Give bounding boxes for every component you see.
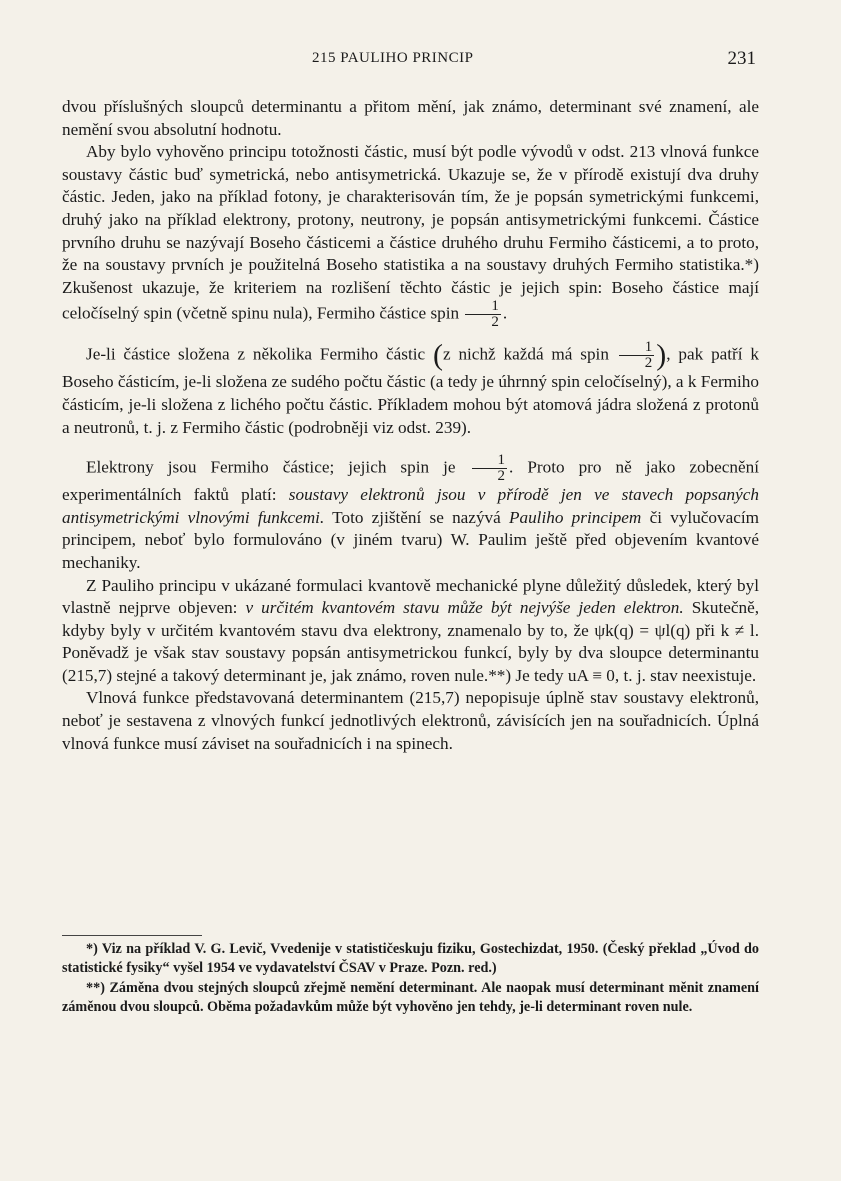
paragraph-4-mid: . Proto pro ně jako zobecnění experimentálních faktů platí: [62,457,759,505]
paragraph-4-start: Elektrony jsou Fermiho částice; jejich spin je [86,457,456,477]
paragraph-3 [62,340,759,439]
paragraph-2 [62,141,759,330]
fraction-numerator: 1 [472,453,508,469]
running-header [62,48,762,74]
paragraph-6: Vlnová funkce představovaná determinantem (215,7) nepopisuje úplně stav soustavy elektronů, neboť je sestavena z vlnových funkcí jednotlivých elektronů, závisících jen na souřadnicích. Úplná vlnová funkce musí záviset na souřadnicích i na spinech. [62,688,759,753]
paragraph-1: dvou příslušných sloupců determinantu a přitom mění, jak známo, determinant své znamení, ale nemění svou absolutní hodnotu. [62,97,759,139]
fraction-denominator: 2 [497,468,506,485]
footnote-1-text: Viz na příklad V. G. Levič, Vvedenije v statističeskuju fiziku, Gostechizdat, 1950. (Český překlad „Úvod do statistické fysiky“ vyšel 1954 ve vydavatelství ČSAV v Praze. Pozn. red.) [62,941,759,976]
fraction-one-half [465,299,501,330]
footnote-2 [62,979,759,1016]
paragraph-4-italic-1: soustavy elektronů jsou v přírodě jen ve stavech popsaných antisymetrickými vlnovými funkcemi. [62,485,759,527]
paragraph-5-end: Skutečně, kdyby byly v určitém kvantovém stavu dva elektrony, znamenalo by to, že ψk(q) = ψl(q) při k ≠ l. Poněvadž je však stav soustavy popsán antisymetrickou funkcí, byly by dva sloupce determinantu (215,7) stejné a takový determinant je, jak známo, roven nule.**) Je tedy uA ≡ 0, t. j. stav neexistuje. [62,598,759,685]
footnote-1-marker: *) [86,941,98,957]
fraction-denominator: 2 [491,314,499,331]
page-number: 231 [727,48,756,69]
footnotes [62,940,759,1018]
fraction-denominator: 2 [644,355,653,372]
fraction-numerator: 1 [465,299,501,315]
footnote-divider [62,935,202,936]
footnote-1 [62,940,759,977]
paragraph-4-mid-2: Toto zjištění se nazývá [324,507,509,527]
paragraph-4-italic-2: Pauliho principem [509,507,642,527]
paragraph-5-start: Z Pauliho principu v ukázané formulaci kvantově mechanické plyne důležitý důsledek, který byl vlastně nejprve objeven: [62,575,759,618]
paragraph-4-end: či vylučovacím principem, neboť bylo formulováno (v jiném tvaru) W. Paulim ještě před objevením kvantové mechaniky. [62,507,760,572]
paragraph-5-italic: v určitém kvantovém stavu může být nejvýše jeden elektron. [245,598,684,618]
fraction-one-half [619,340,655,371]
main-text [62,96,759,755]
fraction-one-half [472,453,508,484]
paragraph-3-start: Je-li částice složena z několika Fermiho částic [86,344,426,364]
paragraph-3-after: , pak patří k Boseho částicím, je-li složena ze sudého počtu částic (a tedy je úhrnný spin celočíselný), a k Fermiho částicím, je-li složena z lichého počtu částic. Příkladem mohou být atomová jádra složená z protonů a neutronů, t. j. z Fermiho částic (podrobněji viz odst. 239). [62,344,759,437]
paragraph-4 [62,453,759,574]
fraction-numerator: 1 [619,340,655,356]
paragraph-3-paren: z nichž každá má spin [442,344,609,364]
footnote-2-text: Záměna dvou stejných sloupců zřejmě nemění determinant. Ale naopak musí determinant měnit znamení záměnou dvou sloupců. Oběma požadavkům může být vyhověno jen tehdy, je-li determinant roven nule. [62,980,759,1015]
paragraph-2-end: . [502,303,508,323]
footnote-2-marker: **) [86,980,105,996]
open-paren: ( [432,338,443,372]
section-title: 215 PAULIHO PRINCIP [312,50,474,66]
paragraph-5 [62,575,759,688]
close-paren: ) [656,338,667,372]
paragraph-2-text: Aby bylo vyhověno principu totožnosti částic, musí být podle vývodů v odst. 213 vlnová funkce soustavy částic buď symetrická, nebo antisymetrická. Ukazuje se, že v přírodě existují dva druhy částic. Jeden, jako na příklad fotony, je charakterisován tím, že je popsán symetrickými funkcemi, druhý jako na příklad elektrony, protony, neutrony, je popsán antisymetrickými funkcemi. Částice prvního druhu se nazývají Boseho částicemi a částice druhého druhu Fermiho částicemi, a to proto, že na soustavy prvních je použitelná Boseho statistika a na soustavy druhých Fermiho statistika.*) Zkušenost ukazuje, že kriteriem na rozlišení těchto částic je jejich spin: Boseho částice mají celočíselný spin (včetně spinu nula), Fermiho částice spin [62,142,759,323]
